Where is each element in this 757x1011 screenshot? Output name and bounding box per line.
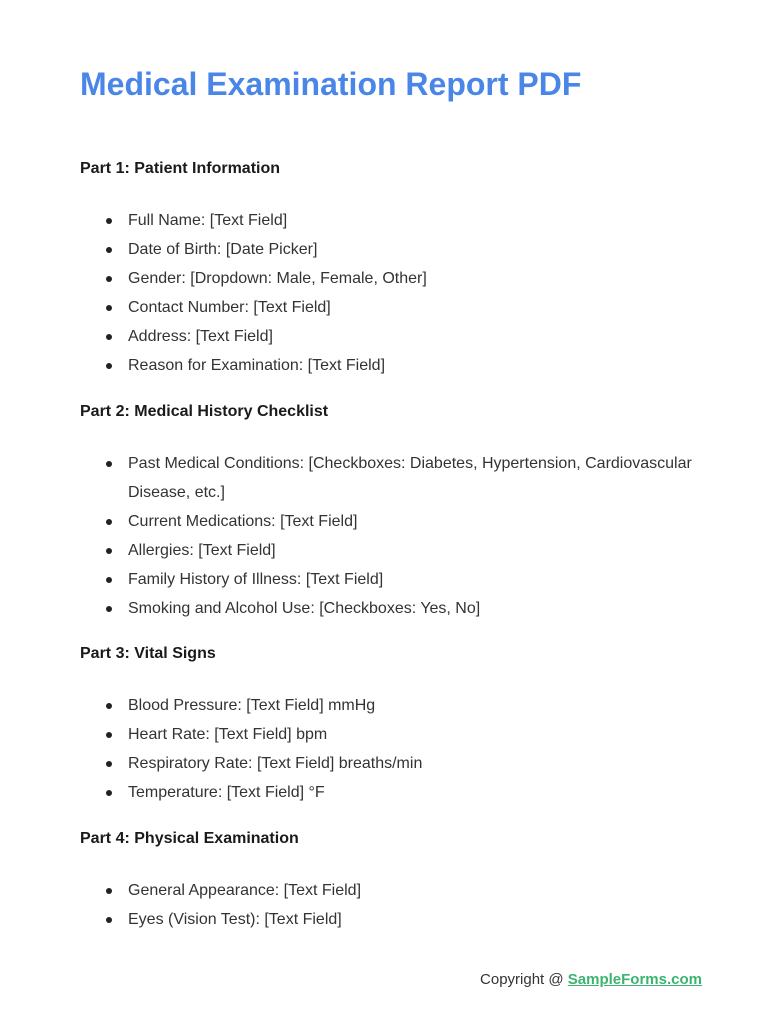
bullet-icon xyxy=(106,888,112,894)
copyright-text: Copyright @ xyxy=(480,971,568,988)
list-item xyxy=(80,449,720,507)
section-heading: Part 2: Medical History Checklist xyxy=(80,403,329,420)
page-title: Medical Examination Report PDF xyxy=(80,66,582,102)
copyright-footer xyxy=(480,971,702,988)
bullet-icon xyxy=(106,548,112,554)
list-item xyxy=(80,749,720,778)
item-list xyxy=(80,691,720,807)
list-item xyxy=(80,594,720,623)
section-heading: Part 4: Physical Examination xyxy=(80,830,299,847)
bullet-icon xyxy=(106,761,112,767)
bullet-icon xyxy=(106,790,112,796)
list-item xyxy=(80,876,720,905)
section-patient-information xyxy=(80,159,720,380)
list-item xyxy=(80,264,720,293)
list-item-text: Allergies: [Text Field] xyxy=(128,542,276,559)
list-item-text: Address: [Text Field] xyxy=(128,328,273,345)
list-item xyxy=(80,206,720,235)
bullet-icon xyxy=(106,703,112,709)
section-vital-signs xyxy=(80,644,720,807)
item-list xyxy=(80,876,720,934)
bullet-icon xyxy=(106,606,112,612)
bullet-icon xyxy=(106,218,112,224)
list-item xyxy=(80,536,720,565)
list-item xyxy=(80,322,720,351)
list-item-text: Eyes (Vision Test): [Text Field] xyxy=(128,911,342,928)
list-item xyxy=(80,778,720,807)
item-list xyxy=(80,449,720,623)
list-item-text: Contact Number: [Text Field] xyxy=(128,299,331,316)
bullet-icon xyxy=(106,334,112,340)
list-item-text: General Appearance: [Text Field] xyxy=(128,882,362,899)
section-physical-examination xyxy=(80,829,720,934)
list-item-text: Respiratory Rate: [Text Field] breaths/min xyxy=(128,755,423,772)
list-item xyxy=(80,565,720,594)
list-item xyxy=(80,905,720,934)
section-heading: Part 1: Patient Information xyxy=(80,160,281,177)
list-item-text: Family History of Illness: [Text Field] xyxy=(128,571,384,588)
item-list xyxy=(80,206,720,380)
list-item-text: Date of Birth: [Date Picker] xyxy=(128,241,318,258)
list-item xyxy=(80,293,720,322)
bullet-icon xyxy=(106,247,112,253)
list-item-text: Gender: [Dropdown: Male, Female, Other] xyxy=(128,270,427,287)
list-item-text: Reason for Examination: [Text Field] xyxy=(128,357,386,374)
bullet-icon xyxy=(106,519,112,525)
bullet-icon xyxy=(106,577,112,583)
list-item xyxy=(80,235,720,264)
sampleforms-link[interactable]: SampleForms.com xyxy=(567,971,702,988)
list-item-text: Smoking and Alcohol Use: [Checkboxes: Yes, No] xyxy=(128,600,481,617)
list-item xyxy=(80,691,720,720)
list-item-text: Temperature: [Text Field] °F xyxy=(128,784,325,801)
list-item xyxy=(80,720,720,749)
list-item-text: Full Name: [Text Field] xyxy=(128,212,288,229)
bullet-icon xyxy=(106,305,112,311)
list-item-text: Current Medications: [Text Field] xyxy=(128,513,358,530)
section-heading: Part 3: Vital Signs xyxy=(80,645,216,662)
section-medical-history xyxy=(80,402,720,623)
list-item-text: Heart Rate: [Text Field] bpm xyxy=(128,726,328,743)
bullet-icon xyxy=(106,917,112,923)
list-item-text: Past Medical Conditions: [Checkboxes: Diabetes, Hypertension, Cardiovascular Disease, etc.] xyxy=(128,455,692,501)
bullet-icon xyxy=(106,276,112,282)
bullet-icon xyxy=(106,461,112,467)
list-item-text: Blood Pressure: [Text Field] mmHg xyxy=(128,697,376,714)
bullet-icon xyxy=(106,732,112,738)
list-item xyxy=(80,507,720,536)
list-item xyxy=(80,351,720,380)
bullet-icon xyxy=(106,363,112,369)
